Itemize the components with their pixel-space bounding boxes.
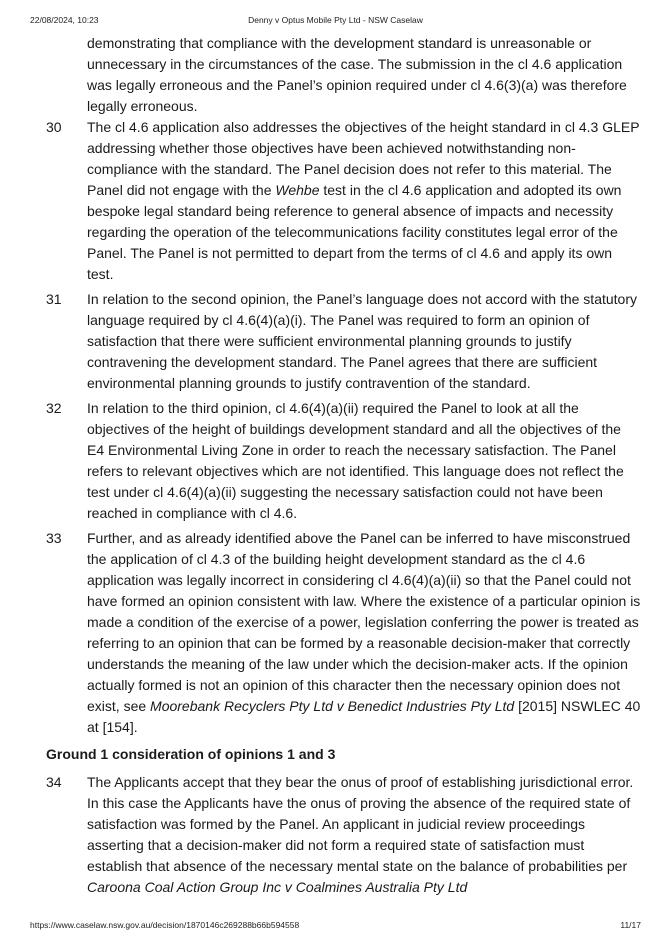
paragraph-number: 33 (46, 530, 62, 546)
paragraph-text: demonstrating that compliance with the development standard is unreasonable or unnecessary in the circumstances of the case. The submission in the cl 4.6 application was legally erroneous and the Panel’s opinion required under cl 4.6(3)(a) was therefore legally erroneous. (87, 35, 627, 114)
paragraph-number: 31 (46, 291, 62, 307)
paragraph-continuation (0, 33, 669, 117)
paragraph-34 (0, 772, 669, 898)
case-citation: Moorebank Recyclers Pty Ltd v Benedict Industries Pty Ltd (150, 698, 515, 714)
paragraph-text: In relation to the second opinion, the Panel’s language does not accord with the statutory language required by cl 4.6(4)(a)(i). The Panel was required to form an opinion of satisfaction that there were sufficient environmental planning grounds to justify contravening the development standard. The Panel agrees that there are sufficient environmental planning grounds to justify contravention of the standard. (87, 291, 637, 391)
paragraph-text: The cl 4.6 application also addresses the objectives of the height standard in cl 4.3 GLEP addressing whether those objectives have been achieved notwithstanding non-compliance with the standard. The Panel decision does not refer to this material. The Panel did not engage with the (87, 119, 640, 198)
paragraph-text: The Applicants accept that they bear the onus of proof of establishing jurisdictional error. In this case the Applicants have the onus of proving the absence of the required state of satisfaction was formed by the Panel. An applicant in judicial review proceedings asserting that a decision-maker did not form a required state of satisfaction must establish that absence of the necessary mental state on the balance of probabilities per (87, 774, 634, 874)
case-citation: Caroona Coal Action Group Inc v Coalmines Australia Pty Ltd (87, 879, 468, 895)
page-number: 11/17 (620, 920, 641, 930)
paragraph-text: [2015] NSWLEC 40 at [154]. (87, 698, 641, 735)
paragraph-31 (0, 289, 669, 394)
paragraph-text: Further, and as already identified above the Panel can be inferred to have misconstrued the application of cl 4.3 of the building height development standard as the cl 4.6 application was legally incorrect in considering cl 4.6(4)(a)(ii) so that the Panel could not have formed an opinion consistent with law. Where the existence of a particular opinion is made a condition of the exercise of a power, legislation conferring the power is treated as referring to an opinion that can be formed by a reasonable decision-maker that correctly understands the meaning of the law under which the decision-maker acts. If the opinion actually formed is not an opinion of this character then the necessary opinion does not exist, see (87, 530, 641, 714)
print-datetime: 22/08/2024, 10:23 (30, 15, 99, 25)
paragraph-number: 32 (46, 400, 62, 416)
paragraph-32 (0, 398, 669, 524)
paragraph-text: In relation to the third opinion, cl 4.6(4)(a)(ii) required the Panel to look at all the objectives of the height of buildings development standard and all the objectives of the E4 Environmental Living Zone in order to reach the necessary satisfaction. The Panel refers to relevant objectives which are not identified. This language does not reflect the test under cl 4.6(4)(a)(ii) suggesting the necessary satisfaction could not have been reached in compliance with cl 4.6. (87, 400, 624, 521)
paragraph-number: 30 (46, 119, 62, 135)
case-citation: Wehbe (275, 182, 320, 198)
paragraph-number: 34 (46, 774, 62, 790)
paragraph-33 (0, 528, 669, 738)
source-url: https://www.caselaw.nsw.gov.au/decision/1870146c269288b66b594558 (30, 920, 300, 930)
page-header (30, 15, 641, 27)
section-heading: Ground 1 consideration of opinions 1 and 3 (46, 746, 336, 762)
judgment-body (0, 33, 669, 898)
document-title: Denny v Optus Mobile Pty Ltd - NSW Caselaw (248, 15, 423, 25)
paragraph-30 (0, 117, 669, 285)
paragraph-text: test in the cl 4.6 application and adopted its own bespoke legal standard being reference to general absence of impacts and necessity regarding the operation of the telecommunications facility constitutes legal error of the Panel. The Panel is not permitted to depart from the terms of cl 4.6 and apply its own test. (87, 182, 622, 282)
page-footer (30, 920, 641, 932)
